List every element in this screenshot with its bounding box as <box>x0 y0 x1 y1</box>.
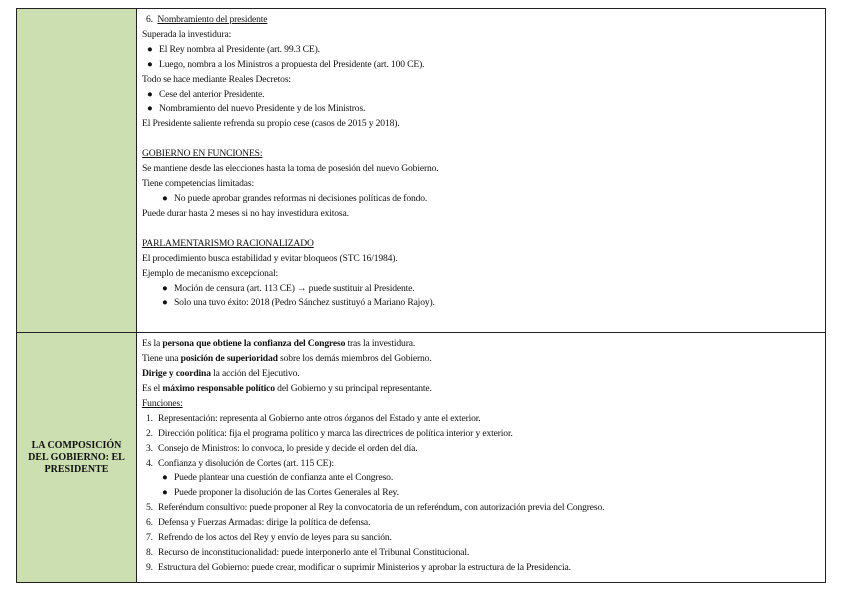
text-line: Superada la investidura: <box>142 28 232 40</box>
table-row <box>17 333 826 583</box>
list-item: 8. Recurso de inconstitucionalidad: puede interponerlo ante el Tribunal Constitucional. <box>146 547 470 558</box>
text-line: Puede durar hasta 2 meses si no hay investidura exitosa. <box>142 207 349 219</box>
content-cell-presidente <box>137 333 826 583</box>
section-title-cell <box>17 333 137 583</box>
text-line: El Presidente saliente refrenda su propio cese (casos de 2015 y 2018). <box>142 118 400 130</box>
bullet-item: ● El Rey nombra al Presidente (art. 99.3 CE). <box>147 43 320 55</box>
bullet-item: ● Solo una tuvo éxito: 2018 (Pedro Sánchez sustituyó a Mariano Rajoy). <box>162 297 435 309</box>
bullet-item: ● Nombramiento del nuevo Presidente y de los Ministros. <box>147 103 366 115</box>
text-line: Es el máximo responsable político del Gobierno y su principal representante. <box>142 383 432 395</box>
heading-nombramiento: 6. Nombramiento del presidente <box>146 14 268 25</box>
text-line: Tiene una posición de superioridad sobre los demás miembros del Gobierno. <box>142 353 432 365</box>
list-item: 6. Defensa y Fuerzas Armadas: dirige la política de defensa. <box>146 517 371 529</box>
bullet-item: ● Cese del anterior Presidente. <box>147 88 265 100</box>
heading-gobierno-en-funciones: GOBIERNO EN FUNCIONES: <box>142 148 263 160</box>
bullet-item: ● Puede proponer la disolución de las Cortes Generales al Rey. <box>162 487 399 499</box>
text-line: El procedimiento busca estabilidad y evitar bloqueos (STC 16/1984). <box>142 252 398 264</box>
list-item: 7. Refrendo de los actos del Rey y envío de leyes para su sanción. <box>146 532 392 544</box>
list-item: 2. Dirección política: fija el programa político y marca las directrices de política interior y exterior. <box>146 427 513 439</box>
text-line: Es la persona que obtiene la confianza del Congreso tras la investidura. <box>142 338 416 350</box>
bullet-item: ● Moción de censura (art. 113 CE) → puede sustituir al Presidente. <box>162 282 415 294</box>
list-item: 9. Estructura del Gobierno: puede crear, modificar o suprimir Ministerios y aprobar la estructura de la Presidencia. <box>146 561 571 573</box>
heading-parlamentarismo: PARLAMENTARISMO RACIONALIZADO <box>142 237 314 249</box>
list-item: 5. Referéndum consultivo: puede proponer al Rey la convocatoria de un referéndum, con autorización previa del Congreso. <box>146 502 605 514</box>
text-line: Tiene competencias limitadas: <box>142 178 254 190</box>
bullet-item: ● Puede plantear una cuestión de confianza ante el Congreso. <box>162 472 394 484</box>
notes-table <box>16 8 826 583</box>
bullet-item: ● Luego, nombra a los Ministros a propuesta del Presidente (art. 100 CE). <box>147 58 425 70</box>
text-line: Todo se hace mediante Reales Decretos: <box>142 73 291 85</box>
list-item: 3. Consejo de Ministros: lo convoca, lo preside y decide el orden del día. <box>146 442 418 454</box>
text-line: Dirige y coordina la acción del Ejecutivo. <box>142 368 300 380</box>
section-title: LA COMPOSICIÓN DEL GOBIERNO: EL PRESIDENTE <box>28 439 125 475</box>
table-row <box>17 9 826 333</box>
list-item: 1. Representación: representa al Gobierno ante otros órganos del Estado y ante el exterior. <box>146 412 481 424</box>
text-line: Se mantiene desde las elecciones hasta la toma de posesión del nuevo Gobierno. <box>142 163 439 175</box>
left-empty-cell <box>17 9 137 333</box>
text-line: Ejemplo de mecanismo excepcional: <box>142 267 278 279</box>
funciones-label: Funciones: <box>142 397 183 409</box>
list-item: 4. Confianza y disolución de Cortes (art. 115 CE): <box>146 457 334 469</box>
content-cell-nombramiento <box>137 9 826 333</box>
bullet-item: ● No puede aprobar grandes reformas ni decisiones políticas de fondo. <box>162 192 428 204</box>
